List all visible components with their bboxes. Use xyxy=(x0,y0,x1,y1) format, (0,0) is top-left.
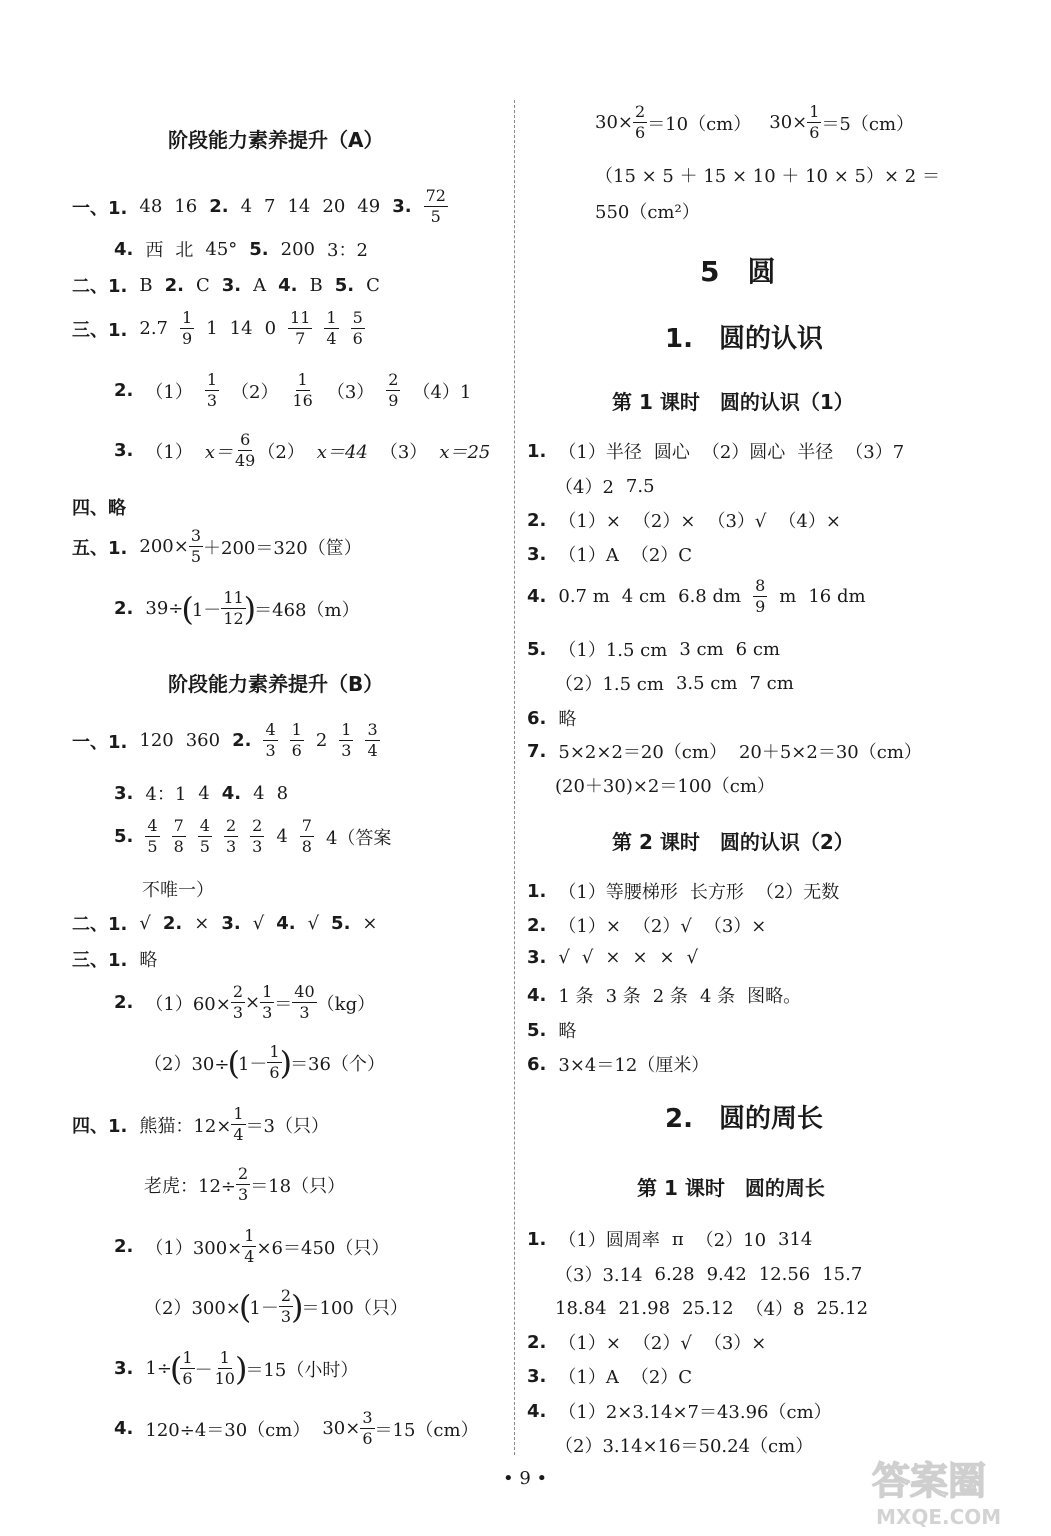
answer-line: 6. 略 xyxy=(527,707,577,730)
watermark-url: MXQE.COM xyxy=(876,1505,1002,1529)
answer-line: （2）3.14×16＝50.24（cm） xyxy=(555,1436,814,1457)
answer-line: 四、1. 熊猫：12× $\frac{1}{4}$ ＝3（只） xyxy=(72,1104,330,1144)
lesson-title: 第 1 课时 圆的周长 xyxy=(637,1176,825,1200)
answer-line: 3. （1）A （2）C xyxy=(527,543,693,566)
lesson-title: 第 2 课时 圆的认识（2） xyxy=(612,830,854,854)
fraction: $\frac{2}{6}$ xyxy=(635,102,646,142)
answer-line: 5. 略 xyxy=(527,1019,577,1042)
answer-line: 2. （1）× （2）× （3）√ （4）× xyxy=(527,509,841,532)
answer-line: （3）3.14 6.28 9.42 12.56 15.7 xyxy=(555,1263,863,1286)
answer-line: 三、1. 略 xyxy=(72,950,158,971)
fraction: $\frac{2}{3}$ xyxy=(232,982,244,1022)
answer-line: 7. 5×2×2＝20（cm） 20＋5×2＝30（cm） xyxy=(527,740,922,763)
answer-line: 1. （1）圆周率 π （2）10 314 xyxy=(527,1228,813,1251)
answer-line: 2. （1）60× $\frac{2}{3}$ × $\frac{1}{3}$ ＝ $\frac{40}{3}$ （kg） xyxy=(114,982,376,1022)
answer-line: 四、略 xyxy=(72,498,126,519)
fraction: $\frac{1}{3}$ xyxy=(341,720,352,760)
section-title-circle-recognition: 1. 圆的认识 xyxy=(665,324,823,354)
answer-line: 3. √ √ × × × √ xyxy=(527,947,699,968)
answer-line: （2）300× ( 1－ $\frac{2}{3}$ ) ＝100（只） xyxy=(144,1286,408,1326)
fraction: $\frac{1}{6}$ xyxy=(291,720,302,760)
fraction: $\frac{5}{6}$ xyxy=(352,308,363,348)
answer-line: 2. （1） $\frac{1}{3}$ （2） $\frac{1}{16}$ （3） $\frac{2}{9}$ （4）1 xyxy=(114,370,472,410)
answer-line: 4. （1）2×3.14×7＝43.96（cm） xyxy=(527,1400,832,1423)
answer-line: 二、1. √ 2. × 3. √ 4. √ 5. × xyxy=(72,912,378,935)
answer-line: （2）30÷ ( 1－ $\frac{1}{6}$ ) ＝36（个） xyxy=(144,1042,385,1082)
fraction: $\frac{11}{12}$ xyxy=(223,588,244,628)
page-number: • 9 • xyxy=(503,1468,548,1489)
answer-line: 五、1. 200× $\frac{3}{5}$ ＋200＝320（筐） xyxy=(72,526,362,566)
fraction: $\frac{2}{3}$ xyxy=(280,1286,292,1326)
fraction: $\frac{1}{6}$ xyxy=(809,102,820,142)
fraction: $\frac{7}{8}$ xyxy=(301,816,312,856)
answer-line: 4. 120÷4＝30（cm） 30× $\frac{3}{6}$ ＝15（cm） xyxy=(114,1408,479,1448)
fraction: $\frac{4}{5}$ xyxy=(147,816,158,856)
fraction: $\frac{1}{3}$ xyxy=(262,982,273,1022)
answer-line: 2. 39÷ ( 1－ $\frac{11}{12}$ ) ＝468（m） xyxy=(114,588,360,628)
watermark-text: 答案圈 xyxy=(872,1459,987,1503)
answer-line: 4. 1 条 3 条 2 条 4 条 图略。 xyxy=(527,984,802,1007)
lesson-title: 第 1 课时 圆的认识（1） xyxy=(612,390,854,414)
answer-line: 6. 3×4＝12（厘米） xyxy=(527,1053,710,1076)
fraction: $\frac{11}{7}$ xyxy=(290,308,311,348)
fraction: $\frac{2}{3}$ xyxy=(238,1164,249,1204)
fraction: $\frac{1}{4}$ xyxy=(326,308,337,348)
chapter-title: 5 圆 xyxy=(700,255,776,288)
answer-line: 2. （1）× （2）√ （3）× xyxy=(527,1331,767,1354)
section-title-stage-b: 阶段能力素养提升（B） xyxy=(168,672,384,696)
answer-line: 5. $\frac{4}{5}$ $\frac{7}{8}$ $\frac{4}{5}$ $\frac{2}{3}$ $\frac{2}{3}$ 4 $\frac{7}{8}$ 4（答案 xyxy=(114,816,392,856)
fraction: $\frac{4}{5}$ xyxy=(199,816,210,856)
answer-line: （15 × 5 ＋ 15 × 10 ＋ 10 × 5）× 2 ＝ xyxy=(595,166,940,187)
answer-line: 2. （1）× （2）√ （3）× xyxy=(527,914,767,937)
answer-line: 3. （1）A （2）C xyxy=(527,1365,693,1388)
fraction: $\frac{3}{6}$ xyxy=(362,1408,373,1448)
answer-line: (20＋30)×2＝100（cm） xyxy=(555,776,775,797)
fraction: $\frac{8}{9}$ xyxy=(755,576,766,616)
answer-line: 二、1. B 2. C 3. A 4. B 5. C xyxy=(72,274,380,297)
fraction: $\frac{1}{9}$ xyxy=(182,308,193,348)
answer-line: （4）2 7.5 xyxy=(555,475,655,498)
answer-line: 18.84 21.98 25.12 （4）8 25.12 xyxy=(555,1297,869,1320)
fraction: $\frac{3}{5}$ xyxy=(190,526,202,566)
answer-line: 30× $\frac{2}{6}$ ＝10（cm） 30× $\frac{1}{6}$ ＝5（cm） xyxy=(595,102,915,142)
fraction: $\frac{1}{6}$ xyxy=(269,1042,280,1082)
watermark-logo xyxy=(868,1452,1038,1530)
fraction: $\frac{1}{16}$ xyxy=(292,370,313,410)
fraction: $\frac{40}{3}$ xyxy=(294,982,315,1022)
fraction: $\frac{1}{4}$ xyxy=(244,1226,255,1266)
section-title-stage-a: 阶段能力素养提升（A） xyxy=(168,128,384,152)
answer-line: 老虎：12÷ $\frac{2}{3}$ ＝18（只） xyxy=(144,1164,346,1204)
fraction: $\frac{2}{9}$ xyxy=(388,370,399,410)
fraction: $\frac{1}{10}$ xyxy=(214,1348,235,1388)
answer-line: 不唯一） xyxy=(142,880,214,901)
fraction: $\frac{2}{3}$ xyxy=(225,816,237,856)
fraction: $\frac{6}{49}$ xyxy=(234,430,256,470)
fraction: $\frac{2}{3}$ xyxy=(252,816,263,856)
answer-line: 3. 1÷ ( $\frac{1}{6}$ － $\frac{1}{10}$ ) ＝15（小时） xyxy=(114,1348,359,1388)
fraction: $\frac{1}{6}$ xyxy=(182,1348,193,1388)
fraction: $\frac{3}{4}$ xyxy=(367,720,378,760)
answer-line: 一、1. 120 360 2. $\frac{4}{3}$ $\frac{1}{6}$ 2 $\frac{1}{3}$ $\frac{3}{4}$ xyxy=(72,720,378,760)
column-divider xyxy=(514,100,515,1455)
fraction: $\frac{4}{3}$ xyxy=(265,720,276,760)
answer-line: 2. （1）300× $\frac{1}{4}$ ×6＝450（只） xyxy=(114,1226,390,1266)
fraction: $\frac{1}{4}$ xyxy=(233,1104,244,1144)
answer-line: 3. （1） x＝ $\frac{6}{49}$ （2） x＝44 （3） x＝25 xyxy=(114,430,491,470)
answer-line: 1. （1）等腰梯形 长方形 （2）无数 xyxy=(527,880,840,903)
answer-line: （2）1.5 cm 3.5 cm 7 cm xyxy=(555,672,794,695)
answer-line: 三、1. 2.7 $\frac{1}{9}$ 1 14 0 $\frac{11}{7}$ $\frac{1}{4}$ $\frac{5}{6}$ xyxy=(72,308,363,348)
answer-line: 一、1. 48 16 2. 4 7 14 20 49 3. $\frac{72}{5}$ xyxy=(72,186,446,226)
section-title-circumference: 2. 圆的周长 xyxy=(665,1104,823,1134)
answer-line: 550（cm²） xyxy=(595,202,700,223)
fraction: $\frac{1}{3}$ xyxy=(206,370,218,410)
answer-line: 5. （1）1.5 cm 3 cm 6 cm xyxy=(527,638,780,661)
fraction: $\frac{7}{8}$ xyxy=(173,816,184,856)
fraction: $\frac{72}{5}$ xyxy=(425,186,446,226)
answer-line: 4. 西 北 45° 5. 200 3：2 xyxy=(114,238,368,261)
answer-line: 3. 4：1 4 4. 4 8 xyxy=(114,782,289,805)
answer-line: 1. （1）半径 圆心 （2）圆心 半径 （3）7 xyxy=(527,440,905,463)
answer-line: 4. 0.7 m 4 cm 6.8 dm $\frac{8}{9}$ m 16 dm xyxy=(527,576,866,616)
